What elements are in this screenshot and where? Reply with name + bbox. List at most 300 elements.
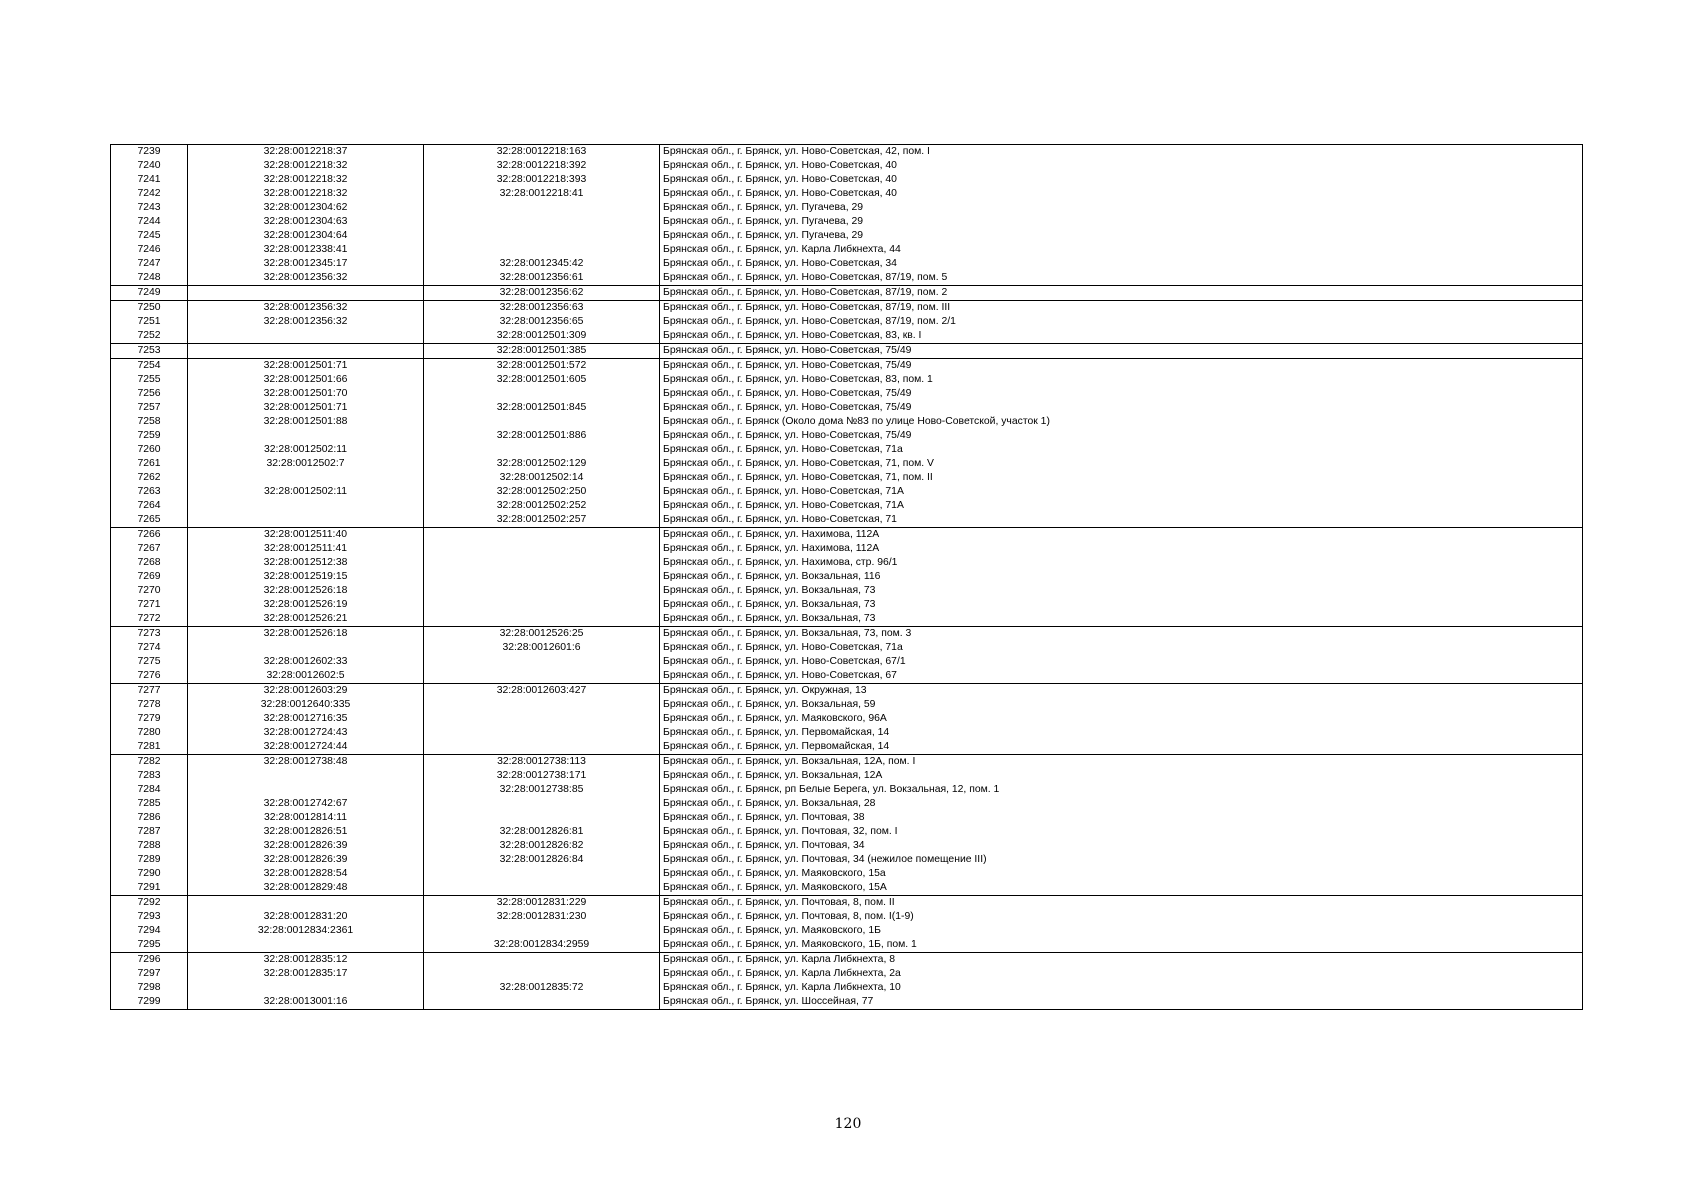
land-cadastral-number-cell: 32:28:0012338:41 bbox=[188, 243, 424, 257]
land-cadastral-number-cell: 32:28:0012356:32 bbox=[188, 301, 424, 316]
object-cadastral-number-cell: 32:28:0012738:171 bbox=[424, 769, 660, 783]
row-number-cell: 7283 bbox=[111, 769, 188, 783]
address-cell: Брянская обл., г. Брянск, ул. Почтовая, 34 bbox=[660, 839, 1583, 853]
row-number-cell: 7258 bbox=[111, 415, 188, 429]
address-cell: Брянская обл., г. Брянск, ул. Окружная, 13 bbox=[660, 684, 1583, 699]
row-number-cell: 7243 bbox=[111, 201, 188, 215]
land-cadastral-number-cell bbox=[188, 981, 424, 995]
row-number-cell: 7261 bbox=[111, 457, 188, 471]
object-cadastral-number-cell: 32:28:0012356:61 bbox=[424, 271, 660, 286]
object-cadastral-number-cell bbox=[424, 215, 660, 229]
table-row bbox=[111, 243, 1583, 257]
address-cell: Брянская обл., г. Брянск, ул. Ново-Советская, 87/19, пом. 2 bbox=[660, 286, 1583, 301]
land-cadastral-number-cell bbox=[188, 938, 424, 953]
row-number-cell: 7287 bbox=[111, 825, 188, 839]
address-cell: Брянская обл., г. Брянск, ул. Вокзальная, 116 bbox=[660, 570, 1583, 584]
object-cadastral-number-cell: 32:28:0012826:81 bbox=[424, 825, 660, 839]
address-cell: Брянская обл., г. Брянск, рп Белые Берега, ул. Вокзальная, 12, пом. 1 bbox=[660, 783, 1583, 797]
object-cadastral-number-cell bbox=[424, 542, 660, 556]
table-row bbox=[111, 187, 1583, 201]
row-number-cell: 7295 bbox=[111, 938, 188, 953]
land-cadastral-number-cell: 32:28:0012826:39 bbox=[188, 853, 424, 867]
row-number-cell: 7290 bbox=[111, 867, 188, 881]
object-cadastral-number-cell bbox=[424, 726, 660, 740]
land-cadastral-number-cell: 32:28:0012526:18 bbox=[188, 627, 424, 642]
address-cell: Брянская обл., г. Брянск, ул. Ново-Советская, 75/49 bbox=[660, 344, 1583, 359]
address-cell: Брянская обл., г. Брянск, ул. Почтовая, 32, пом. I bbox=[660, 825, 1583, 839]
object-cadastral-number-cell: 32:28:0012835:72 bbox=[424, 981, 660, 995]
address-cell: Брянская обл., г. Брянск, ул. Вокзальная, 73 bbox=[660, 612, 1583, 627]
row-number-cell: 7245 bbox=[111, 229, 188, 243]
table-row bbox=[111, 655, 1583, 669]
land-cadastral-number-cell bbox=[188, 286, 424, 301]
table-row bbox=[111, 145, 1583, 160]
table-row bbox=[111, 570, 1583, 584]
object-cadastral-number-cell: 32:28:0012502:257 bbox=[424, 513, 660, 528]
table-row bbox=[111, 329, 1583, 344]
table-row bbox=[111, 881, 1583, 896]
object-cadastral-number-cell: 32:28:0012501:886 bbox=[424, 429, 660, 443]
object-cadastral-number-cell bbox=[424, 229, 660, 243]
table-row bbox=[111, 159, 1583, 173]
table-row bbox=[111, 415, 1583, 429]
row-number-cell: 7292 bbox=[111, 896, 188, 911]
table-row bbox=[111, 429, 1583, 443]
land-cadastral-number-cell: 32:28:0012640:335 bbox=[188, 698, 424, 712]
table-row bbox=[111, 457, 1583, 471]
address-cell: Брянская обл., г. Брянск, ул. Вокзальная, 59 bbox=[660, 698, 1583, 712]
table-row bbox=[111, 528, 1583, 543]
land-cadastral-number-cell: 32:28:0012602:33 bbox=[188, 655, 424, 669]
land-cadastral-number-cell bbox=[188, 471, 424, 485]
object-cadastral-number-cell bbox=[424, 201, 660, 215]
object-cadastral-number-cell bbox=[424, 867, 660, 881]
table-row bbox=[111, 598, 1583, 612]
land-cadastral-number-cell: 32:28:0012738:48 bbox=[188, 755, 424, 770]
row-number-cell: 7264 bbox=[111, 499, 188, 513]
address-cell: Брянская обл., г. Брянск, ул. Ново-Советская, 34 bbox=[660, 257, 1583, 271]
land-cadastral-number-cell: 32:28:0012814:11 bbox=[188, 811, 424, 825]
row-number-cell: 7277 bbox=[111, 684, 188, 699]
land-cadastral-number-cell: 32:28:0012826:39 bbox=[188, 839, 424, 853]
address-cell: Брянская обл., г. Брянск, ул. Маяковского, 1Б bbox=[660, 924, 1583, 938]
land-cadastral-number-cell bbox=[188, 499, 424, 513]
land-cadastral-number-cell bbox=[188, 429, 424, 443]
object-cadastral-number-cell bbox=[424, 528, 660, 543]
object-cadastral-number-cell: 32:28:0012345:42 bbox=[424, 257, 660, 271]
object-cadastral-number-cell: 32:28:0012356:63 bbox=[424, 301, 660, 316]
object-cadastral-number-cell: 32:28:0012501:845 bbox=[424, 401, 660, 415]
table-row bbox=[111, 726, 1583, 740]
object-cadastral-number-cell bbox=[424, 584, 660, 598]
row-number-cell: 7248 bbox=[111, 271, 188, 286]
land-cadastral-number-cell: 32:28:0012218:32 bbox=[188, 173, 424, 187]
object-cadastral-number-cell bbox=[424, 612, 660, 627]
address-cell: Брянская обл., г. Брянск, ул. Пугачева, 29 bbox=[660, 229, 1583, 243]
row-number-cell: 7269 bbox=[111, 570, 188, 584]
row-number-cell: 7272 bbox=[111, 612, 188, 627]
table-row bbox=[111, 584, 1583, 598]
table-row bbox=[111, 271, 1583, 286]
address-cell: Брянская обл., г. Брянск, ул. Ново-Советская, 40 bbox=[660, 187, 1583, 201]
address-cell: Брянская обл., г. Брянск, ул. Пугачева, 29 bbox=[660, 215, 1583, 229]
row-number-cell: 7250 bbox=[111, 301, 188, 316]
row-number-cell: 7293 bbox=[111, 910, 188, 924]
address-cell: Брянская обл., г. Брянск, ул. Пугачева, 29 bbox=[660, 201, 1583, 215]
row-number-cell: 7262 bbox=[111, 471, 188, 485]
object-cadastral-number-cell bbox=[424, 556, 660, 570]
row-number-cell: 7270 bbox=[111, 584, 188, 598]
land-cadastral-number-cell: 32:28:0012828:54 bbox=[188, 867, 424, 881]
table-row bbox=[111, 924, 1583, 938]
row-number-cell: 7284 bbox=[111, 783, 188, 797]
address-cell: Брянская обл., г. Брянск (Около дома №83 по улице Ново-Советской, участок 1) bbox=[660, 415, 1583, 429]
land-cadastral-number-cell: 32:28:0012724:44 bbox=[188, 740, 424, 755]
address-cell: Брянская обл., г. Брянск, ул. Ново-Советская, 87/19, пом. 5 bbox=[660, 271, 1583, 286]
table-row bbox=[111, 839, 1583, 853]
object-cadastral-number-cell bbox=[424, 740, 660, 755]
table-row bbox=[111, 712, 1583, 726]
row-number-cell: 7256 bbox=[111, 387, 188, 401]
page-number: 120 bbox=[834, 1116, 862, 1132]
land-cadastral-number-cell: 32:28:0012501:71 bbox=[188, 401, 424, 415]
address-cell: Брянская обл., г. Брянск, ул. Карла Либкнехта, 44 bbox=[660, 243, 1583, 257]
row-number-cell: 7253 bbox=[111, 344, 188, 359]
row-number-cell: 7255 bbox=[111, 373, 188, 387]
object-cadastral-number-cell bbox=[424, 811, 660, 825]
address-cell: Брянская обл., г. Брянск, ул. Маяковского, 1Б, пом. 1 bbox=[660, 938, 1583, 953]
object-cadastral-number-cell: 32:28:0012218:393 bbox=[424, 173, 660, 187]
address-cell: Брянская обл., г. Брянск, ул. Карла Либкнехта, 10 bbox=[660, 981, 1583, 995]
table-row bbox=[111, 315, 1583, 329]
object-cadastral-number-cell: 32:28:0012501:605 bbox=[424, 373, 660, 387]
land-cadastral-number-cell: 32:28:0012829:48 bbox=[188, 881, 424, 896]
address-cell: Брянская обл., г. Брянск, ул. Почтовая, 8, пом. I(1-9) bbox=[660, 910, 1583, 924]
address-cell: Брянская обл., г. Брянск, ул. Ново-Советская, 75/49 bbox=[660, 429, 1583, 443]
land-cadastral-number-cell bbox=[188, 513, 424, 528]
land-cadastral-number-cell: 32:28:0012716:35 bbox=[188, 712, 424, 726]
table-row bbox=[111, 769, 1583, 783]
object-cadastral-number-cell: 32:28:0012526:25 bbox=[424, 627, 660, 642]
row-number-cell: 7244 bbox=[111, 215, 188, 229]
land-cadastral-number-cell: 32:28:0012218:37 bbox=[188, 145, 424, 160]
address-cell: Брянская обл., г. Брянск, ул. Почтовая, 8, пом. II bbox=[660, 896, 1583, 911]
row-number-cell: 7267 bbox=[111, 542, 188, 556]
address-cell: Брянская обл., г. Брянск, ул. Почтовая, 38 bbox=[660, 811, 1583, 825]
land-cadastral-number-cell: 32:28:0012602:5 bbox=[188, 669, 424, 684]
address-cell: Брянская обл., г. Брянск, ул. Ново-Советская, 40 bbox=[660, 159, 1583, 173]
table-row bbox=[111, 556, 1583, 570]
table-row bbox=[111, 513, 1583, 528]
table-row bbox=[111, 755, 1583, 770]
table-row bbox=[111, 344, 1583, 359]
row-number-cell: 7276 bbox=[111, 669, 188, 684]
table-row bbox=[111, 612, 1583, 627]
address-cell: Брянская обл., г. Брянск, ул. Шоссейная, 77 bbox=[660, 995, 1583, 1010]
row-number-cell: 7279 bbox=[111, 712, 188, 726]
land-cadastral-number-cell bbox=[188, 641, 424, 655]
address-cell: Брянская обл., г. Брянск, ул. Ново-Советская, 40 bbox=[660, 173, 1583, 187]
land-cadastral-number-cell: 32:28:0012603:29 bbox=[188, 684, 424, 699]
row-number-cell: 7257 bbox=[111, 401, 188, 415]
land-cadastral-number-cell: 32:28:0012526:18 bbox=[188, 584, 424, 598]
object-cadastral-number-cell: 32:28:0012826:82 bbox=[424, 839, 660, 853]
row-number-cell: 7278 bbox=[111, 698, 188, 712]
land-cadastral-number-cell: 32:28:0012511:40 bbox=[188, 528, 424, 543]
address-cell: Брянская обл., г. Брянск, ул. Ново-Советская, 67/1 bbox=[660, 655, 1583, 669]
address-cell: Брянская обл., г. Брянск, ул. Нахимова, стр. 96/1 bbox=[660, 556, 1583, 570]
land-cadastral-number-cell: 32:28:0012501:70 bbox=[188, 387, 424, 401]
object-cadastral-number-cell bbox=[424, 669, 660, 684]
row-number-cell: 7297 bbox=[111, 967, 188, 981]
table-row bbox=[111, 698, 1583, 712]
land-cadastral-number-cell: 32:28:0012834:2361 bbox=[188, 924, 424, 938]
land-cadastral-number-cell: 32:28:0012501:71 bbox=[188, 359, 424, 374]
address-cell: Брянская обл., г. Брянск, ул. Ново-Советская, 71а bbox=[660, 443, 1583, 457]
land-cadastral-number-cell: 32:28:0012218:32 bbox=[188, 187, 424, 201]
table-row bbox=[111, 542, 1583, 556]
address-cell: Брянская обл., г. Брянск, ул. Первомайская, 14 bbox=[660, 726, 1583, 740]
table-row bbox=[111, 471, 1583, 485]
land-cadastral-number-cell bbox=[188, 896, 424, 911]
object-cadastral-number-cell bbox=[424, 698, 660, 712]
address-cell: Брянская обл., г. Брянск, ул. Ново-Советская, 71А bbox=[660, 485, 1583, 499]
row-number-cell: 7246 bbox=[111, 243, 188, 257]
object-cadastral-number-cell: 32:28:0012218:41 bbox=[424, 187, 660, 201]
address-cell: Брянская обл., г. Брянск, ул. Нахимова, 112А bbox=[660, 528, 1583, 543]
land-cadastral-number-cell: 32:28:0012742:67 bbox=[188, 797, 424, 811]
table-row bbox=[111, 867, 1583, 881]
address-cell: Брянская обл., г. Брянск, ул. Ново-Советская, 71 bbox=[660, 513, 1583, 528]
object-cadastral-number-cell: 32:28:0012601:6 bbox=[424, 641, 660, 655]
object-cadastral-number-cell bbox=[424, 953, 660, 968]
table-row bbox=[111, 286, 1583, 301]
table-row bbox=[111, 740, 1583, 755]
table-row bbox=[111, 485, 1583, 499]
object-cadastral-number-cell: 32:28:0012218:392 bbox=[424, 159, 660, 173]
table-row bbox=[111, 387, 1583, 401]
address-cell: Брянская обл., г. Брянск, ул. Первомайская, 14 bbox=[660, 740, 1583, 755]
land-cadastral-number-cell: 32:28:0012304:63 bbox=[188, 215, 424, 229]
object-cadastral-number-cell: 32:28:0012826:84 bbox=[424, 853, 660, 867]
object-cadastral-number-cell: 32:28:0012831:230 bbox=[424, 910, 660, 924]
row-number-cell: 7263 bbox=[111, 485, 188, 499]
address-cell: Брянская обл., г. Брянск, ул. Ново-Советская, 42, пом. I bbox=[660, 145, 1583, 160]
land-cadastral-number-cell bbox=[188, 344, 424, 359]
table-row bbox=[111, 981, 1583, 995]
row-number-cell: 7280 bbox=[111, 726, 188, 740]
land-cadastral-number-cell: 32:28:0012501:88 bbox=[188, 415, 424, 429]
table-row bbox=[111, 173, 1583, 187]
address-cell: Брянская обл., г. Брянск, ул. Маяковского, 96А bbox=[660, 712, 1583, 726]
address-cell: Брянская обл., г. Брянск, ул. Маяковского, 15а bbox=[660, 867, 1583, 881]
object-cadastral-number-cell: 32:28:0012501:309 bbox=[424, 329, 660, 344]
table-row bbox=[111, 783, 1583, 797]
row-number-cell: 7252 bbox=[111, 329, 188, 344]
row-number-cell: 7259 bbox=[111, 429, 188, 443]
object-cadastral-number-cell bbox=[424, 924, 660, 938]
table-row bbox=[111, 669, 1583, 684]
row-number-cell: 7282 bbox=[111, 755, 188, 770]
address-cell: Брянская обл., г. Брянск, ул. Вокзальная, 12А, пом. I bbox=[660, 755, 1583, 770]
address-cell: Брянская обл., г. Брянск, ул. Нахимова, 112А bbox=[660, 542, 1583, 556]
object-cadastral-number-cell bbox=[424, 797, 660, 811]
land-cadastral-number-cell: 32:28:0012501:66 bbox=[188, 373, 424, 387]
land-cadastral-number-cell: 32:28:0012218:32 bbox=[188, 159, 424, 173]
row-number-cell: 7240 bbox=[111, 159, 188, 173]
table-row bbox=[111, 684, 1583, 699]
land-cadastral-number-cell: 32:28:0012356:32 bbox=[188, 271, 424, 286]
address-cell: Брянская обл., г. Брянск, ул. Ново-Советская, 71а bbox=[660, 641, 1583, 655]
object-cadastral-number-cell bbox=[424, 967, 660, 981]
table-row bbox=[111, 825, 1583, 839]
object-cadastral-number-cell: 32:28:0012502:129 bbox=[424, 457, 660, 471]
land-cadastral-number-cell: 32:28:0013001:16 bbox=[188, 995, 424, 1010]
table-row bbox=[111, 257, 1583, 271]
row-number-cell: 7249 bbox=[111, 286, 188, 301]
table-row bbox=[111, 359, 1583, 374]
object-cadastral-number-cell: 32:28:0012502:14 bbox=[424, 471, 660, 485]
row-number-cell: 7251 bbox=[111, 315, 188, 329]
row-number-cell: 7265 bbox=[111, 513, 188, 528]
row-number-cell: 7299 bbox=[111, 995, 188, 1010]
cadastral-registry-table bbox=[110, 144, 1583, 1010]
table-row bbox=[111, 938, 1583, 953]
table-row bbox=[111, 373, 1583, 387]
object-cadastral-number-cell: 32:28:0012502:252 bbox=[424, 499, 660, 513]
table-row bbox=[111, 627, 1583, 642]
object-cadastral-number-cell: 32:28:0012831:229 bbox=[424, 896, 660, 911]
land-cadastral-number-cell: 32:28:0012511:41 bbox=[188, 542, 424, 556]
table-row bbox=[111, 797, 1583, 811]
address-cell: Брянская обл., г. Брянск, ул. Ново-Советская, 87/19, пом. 2/1 bbox=[660, 315, 1583, 329]
address-cell: Брянская обл., г. Брянск, ул. Ново-Советская, 71, пом. V bbox=[660, 457, 1583, 471]
object-cadastral-number-cell: 32:28:0012501:572 bbox=[424, 359, 660, 374]
row-number-cell: 7242 bbox=[111, 187, 188, 201]
row-number-cell: 7285 bbox=[111, 797, 188, 811]
land-cadastral-number-cell: 32:28:0012356:32 bbox=[188, 315, 424, 329]
land-cadastral-number-cell: 32:28:0012304:62 bbox=[188, 201, 424, 215]
address-cell: Брянская обл., г. Брянск, ул. Ново-Советская, 83, пом. 1 bbox=[660, 373, 1583, 387]
row-number-cell: 7281 bbox=[111, 740, 188, 755]
land-cadastral-number-cell: 32:28:0012304:64 bbox=[188, 229, 424, 243]
land-cadastral-number-cell: 32:28:0012502:7 bbox=[188, 457, 424, 471]
land-cadastral-number-cell: 32:28:0012835:12 bbox=[188, 953, 424, 968]
object-cadastral-number-cell bbox=[424, 443, 660, 457]
row-number-cell: 7247 bbox=[111, 257, 188, 271]
object-cadastral-number-cell bbox=[424, 655, 660, 669]
object-cadastral-number-cell: 32:28:0012738:113 bbox=[424, 755, 660, 770]
land-cadastral-number-cell bbox=[188, 769, 424, 783]
object-cadastral-number-cell: 32:28:0012501:385 bbox=[424, 344, 660, 359]
land-cadastral-number-cell: 32:28:0012519:15 bbox=[188, 570, 424, 584]
land-cadastral-number-cell: 32:28:0012502:11 bbox=[188, 485, 424, 499]
address-cell: Брянская обл., г. Брянск, ул. Ново-Советская, 75/49 bbox=[660, 401, 1583, 415]
row-number-cell: 7298 bbox=[111, 981, 188, 995]
row-number-cell: 7291 bbox=[111, 881, 188, 896]
object-cadastral-number-cell: 32:28:0012738:85 bbox=[424, 783, 660, 797]
land-cadastral-number-cell: 32:28:0012826:51 bbox=[188, 825, 424, 839]
row-number-cell: 7274 bbox=[111, 641, 188, 655]
address-cell: Брянская обл., г. Брянск, ул. Ново-Советская, 83, кв. I bbox=[660, 329, 1583, 344]
address-cell: Брянская обл., г. Брянск, ул. Вокзальная, 73 bbox=[660, 598, 1583, 612]
row-number-cell: 7241 bbox=[111, 173, 188, 187]
row-number-cell: 7268 bbox=[111, 556, 188, 570]
table-row bbox=[111, 853, 1583, 867]
table-row bbox=[111, 401, 1583, 415]
table-row bbox=[111, 301, 1583, 316]
object-cadastral-number-cell: 32:28:0012356:62 bbox=[424, 286, 660, 301]
table-row bbox=[111, 201, 1583, 215]
row-number-cell: 7275 bbox=[111, 655, 188, 669]
address-cell: Брянская обл., г. Брянск, ул. Ново-Советская, 71А bbox=[660, 499, 1583, 513]
address-cell: Брянская обл., г. Брянск, ул. Вокзальная, 73 bbox=[660, 584, 1583, 598]
address-cell: Брянская обл., г. Брянск, ул. Карла Либкнехта, 8 bbox=[660, 953, 1583, 968]
table-row bbox=[111, 641, 1583, 655]
address-cell: Брянская обл., г. Брянск, ул. Ново-Советская, 87/19, пом. III bbox=[660, 301, 1583, 316]
land-cadastral-number-cell bbox=[188, 329, 424, 344]
object-cadastral-number-cell: 32:28:0012502:250 bbox=[424, 485, 660, 499]
land-cadastral-number-cell: 32:28:0012835:17 bbox=[188, 967, 424, 981]
address-cell: Брянская обл., г. Брянск, ул. Ново-Советская, 75/49 bbox=[660, 359, 1583, 374]
land-cadastral-number-cell: 32:28:0012831:20 bbox=[188, 910, 424, 924]
row-number-cell: 7286 bbox=[111, 811, 188, 825]
land-cadastral-number-cell: 32:28:0012512:38 bbox=[188, 556, 424, 570]
address-cell: Брянская обл., г. Брянск, ул. Вокзальная, 73, пом. 3 bbox=[660, 627, 1583, 642]
table-body bbox=[111, 145, 1583, 1010]
table-row bbox=[111, 229, 1583, 243]
address-cell: Брянская обл., г. Брянск, ул. Вокзальная, 28 bbox=[660, 797, 1583, 811]
land-cadastral-number-cell: 32:28:0012724:43 bbox=[188, 726, 424, 740]
table-row bbox=[111, 953, 1583, 968]
table-row bbox=[111, 896, 1583, 911]
table-row bbox=[111, 811, 1583, 825]
row-number-cell: 7266 bbox=[111, 528, 188, 543]
row-number-cell: 7288 bbox=[111, 839, 188, 853]
land-cadastral-number-cell: 32:28:0012502:11 bbox=[188, 443, 424, 457]
row-number-cell: 7260 bbox=[111, 443, 188, 457]
table-row bbox=[111, 215, 1583, 229]
address-cell: Брянская обл., г. Брянск, ул. Ново-Советская, 75/49 bbox=[660, 387, 1583, 401]
row-number-cell: 7271 bbox=[111, 598, 188, 612]
land-cadastral-number-cell: 32:28:0012526:21 bbox=[188, 612, 424, 627]
row-number-cell: 7254 bbox=[111, 359, 188, 374]
object-cadastral-number-cell: 32:28:0012834:2959 bbox=[424, 938, 660, 953]
object-cadastral-number-cell bbox=[424, 415, 660, 429]
object-cadastral-number-cell: 32:28:0012356:65 bbox=[424, 315, 660, 329]
object-cadastral-number-cell: 32:28:0012218:163 bbox=[424, 145, 660, 160]
address-cell: Брянская обл., г. Брянск, ул. Вокзальная, 12А bbox=[660, 769, 1583, 783]
object-cadastral-number-cell bbox=[424, 712, 660, 726]
object-cadastral-number-cell bbox=[424, 243, 660, 257]
address-cell: Брянская обл., г. Брянск, ул. Карла Либкнехта, 2а bbox=[660, 967, 1583, 981]
row-number-cell: 7294 bbox=[111, 924, 188, 938]
row-number-cell: 7273 bbox=[111, 627, 188, 642]
address-cell: Брянская обл., г. Брянск, ул. Ново-Советская, 71, пом. II bbox=[660, 471, 1583, 485]
land-cadastral-number-cell: 32:28:0012526:19 bbox=[188, 598, 424, 612]
table-row bbox=[111, 995, 1583, 1010]
table-row bbox=[111, 910, 1583, 924]
object-cadastral-number-cell bbox=[424, 995, 660, 1010]
address-cell: Брянская обл., г. Брянск, ул. Ново-Советская, 67 bbox=[660, 669, 1583, 684]
object-cadastral-number-cell bbox=[424, 881, 660, 896]
table-row bbox=[111, 443, 1583, 457]
table-row bbox=[111, 499, 1583, 513]
row-number-cell: 7289 bbox=[111, 853, 188, 867]
object-cadastral-number-cell bbox=[424, 598, 660, 612]
land-cadastral-number-cell: 32:28:0012345:17 bbox=[188, 257, 424, 271]
address-cell: Брянская обл., г. Брянск, ул. Маяковского, 15А bbox=[660, 881, 1583, 896]
